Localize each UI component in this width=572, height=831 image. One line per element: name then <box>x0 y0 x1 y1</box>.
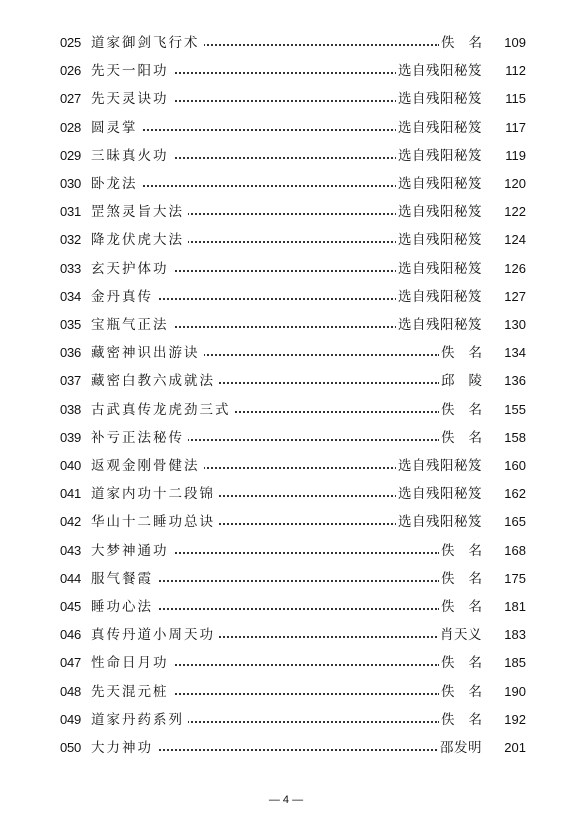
entry-author: 选自残阳秘笈 <box>398 514 482 531</box>
entry-author: 选自残阳秘笈 <box>398 91 482 108</box>
entry-number: 048 <box>60 683 82 699</box>
entry-number: 050 <box>60 740 82 755</box>
toc-entry <box>0 710 572 730</box>
toc-entry <box>0 315 572 335</box>
entry-page-number: 122 <box>504 204 526 220</box>
entry-author: 佚名 <box>441 429 496 446</box>
entry-number: 031 <box>60 204 82 220</box>
toc-entry <box>0 118 572 138</box>
entry-title: 降龙伏虎大法 <box>91 230 188 250</box>
entry-page-number: 109 <box>504 35 526 50</box>
dot-leader <box>92 129 440 131</box>
toc-entry <box>0 738 572 758</box>
entry-page-number: 165 <box>504 514 526 530</box>
toc-entry <box>0 343 572 363</box>
entry-number: 036 <box>60 345 82 361</box>
dot-leader <box>92 185 440 187</box>
toc-entry <box>0 174 572 194</box>
entry-page-number: 124 <box>504 232 526 248</box>
toc-entry <box>0 484 572 504</box>
toc-entry <box>0 259 572 279</box>
entry-number: 027 <box>60 91 82 107</box>
entry-number: 037 <box>60 373 82 389</box>
entry-title: 大梦神通功 <box>91 541 173 561</box>
toc-entry <box>0 512 572 532</box>
entry-author: 佚名 <box>441 683 496 700</box>
toc-entry <box>0 653 572 673</box>
entry-number: 029 <box>60 147 82 163</box>
entry-title: 大力神功 <box>91 738 157 758</box>
entry-title: 补亏正法秘传 <box>91 428 188 448</box>
entry-page-number: 119 <box>505 147 526 163</box>
entry-number: 047 <box>60 655 82 671</box>
entry-number: 025 <box>60 35 82 50</box>
entry-title: 道家内功十二段锦 <box>91 484 219 504</box>
entry-title: 睡功心法 <box>91 597 157 617</box>
entry-title: 道家丹药系列 <box>91 710 188 730</box>
toc-entry <box>0 569 572 589</box>
entry-number: 032 <box>60 232 82 248</box>
entry-number: 045 <box>60 599 82 614</box>
entry-title: 玄天护体功 <box>91 259 173 279</box>
entry-author: 选自残阳秘笈 <box>398 204 482 221</box>
entry-number: 026 <box>60 63 82 79</box>
toc-entry <box>0 230 572 250</box>
toc-entry <box>0 371 572 391</box>
toc-entry <box>0 146 572 166</box>
entry-title: 华山十二睡功总诀 <box>91 512 219 532</box>
entry-title: 古武真传龙虎劲三式 <box>91 400 235 420</box>
entry-title: 先天一阳功 <box>91 61 173 81</box>
entry-page-number: 158 <box>504 429 526 445</box>
entry-title: 性命日月功 <box>91 653 173 673</box>
entry-number: 040 <box>60 458 82 473</box>
entry-author: 佚名 <box>441 711 496 728</box>
entry-page-number: 120 <box>504 176 526 191</box>
entry-author: 选自残阳秘笈 <box>398 458 482 474</box>
toc-entry <box>0 287 572 307</box>
toc-entry <box>0 597 572 617</box>
toc-entry <box>0 61 572 81</box>
entry-author: 佚名 <box>441 570 496 587</box>
entry-author: 佚名 <box>441 345 496 362</box>
entry-number: 028 <box>60 119 82 135</box>
entry-author: 选自残阳秘笈 <box>398 176 482 192</box>
entry-title: 圆灵掌 <box>91 118 142 138</box>
entry-number: 030 <box>60 176 82 191</box>
entry-number: 049 <box>60 711 82 727</box>
entry-author: 选自残阳秘笈 <box>398 119 482 136</box>
entry-page-number: 201 <box>504 740 526 755</box>
entry-author: 佚名 <box>441 401 496 418</box>
toc-entry <box>0 89 572 109</box>
entry-page-number: 112 <box>505 63 526 79</box>
entry-page-number: 168 <box>504 542 526 558</box>
entry-page-number: 185 <box>504 655 526 671</box>
entry-number: 033 <box>60 260 82 276</box>
entry-author: 肖天义 <box>440 627 482 644</box>
toc-entry <box>0 682 572 702</box>
entry-page-number: 134 <box>504 345 526 361</box>
entry-author: 佚名 <box>441 655 496 672</box>
entry-title: 宝瓶气正法 <box>91 315 173 335</box>
toc-entry <box>0 456 572 476</box>
entry-page-number: 126 <box>504 260 526 276</box>
entry-author: 选自残阳秘笈 <box>398 147 482 164</box>
entry-title: 藏密白教六成就法 <box>91 371 219 391</box>
entry-author: 佚名 <box>441 542 496 559</box>
entry-title: 返观金刚骨健法 <box>91 456 204 476</box>
page-number: — 4 — <box>268 794 304 806</box>
entry-page-number: 136 <box>504 373 526 389</box>
entry-page-number: 115 <box>505 91 526 107</box>
toc-entry <box>0 541 572 561</box>
entry-number: 043 <box>60 542 82 558</box>
entry-author: 邵发明 <box>440 740 482 756</box>
entry-page-number: 130 <box>504 317 526 332</box>
entry-author: 选自残阳秘笈 <box>398 260 482 277</box>
entry-number: 038 <box>60 401 82 417</box>
entry-number: 041 <box>60 486 82 502</box>
entry-author: 选自残阳秘笈 <box>398 63 482 80</box>
entry-page-number: 155 <box>504 401 526 417</box>
entry-author: 选自残阳秘笈 <box>398 317 482 333</box>
entry-author: 佚名 <box>441 599 496 615</box>
entry-number: 044 <box>60 570 82 586</box>
toc-entry <box>0 202 572 222</box>
entry-author: 选自残阳秘笈 <box>398 232 482 249</box>
entry-page-number: 183 <box>504 627 526 643</box>
entry-author: 选自残阳秘笈 <box>398 288 482 305</box>
entry-title: 藏密神识出游诀 <box>91 343 204 363</box>
toc-entry <box>0 400 572 420</box>
toc-entry <box>0 428 572 448</box>
entry-number: 034 <box>60 288 82 304</box>
entry-page-number: 162 <box>504 486 526 502</box>
entry-title: 罡煞灵旨大法 <box>91 202 188 222</box>
entry-page-number: 127 <box>504 288 526 304</box>
entry-page-number: 190 <box>504 683 526 699</box>
entry-author: 选自残阳秘笈 <box>398 486 482 503</box>
entry-number: 035 <box>60 317 82 332</box>
entry-page-number: 175 <box>504 570 526 586</box>
entry-page-number: 117 <box>505 119 526 135</box>
entry-number: 046 <box>60 627 82 643</box>
entry-title: 卧龙法 <box>91 174 142 194</box>
entry-number: 039 <box>60 429 82 445</box>
entry-title: 先天混元桩 <box>91 682 173 702</box>
entry-title: 三昧真火功 <box>91 146 173 166</box>
toc-entry <box>0 625 572 645</box>
entry-title: 先天灵诀功 <box>91 89 173 109</box>
entry-title: 道家御剑飞行术 <box>91 33 204 53</box>
entry-title: 真传丹道小周天功 <box>91 625 219 645</box>
entry-page-number: 192 <box>504 711 526 727</box>
toc-entry <box>0 33 572 53</box>
entry-page-number: 160 <box>504 458 526 473</box>
entry-author: 佚名 <box>441 35 496 51</box>
entry-page-number: 181 <box>504 599 526 614</box>
entry-title: 服气餐霞 <box>91 569 157 589</box>
entry-author: 邱陵 <box>441 373 496 390</box>
entry-title: 金丹真传 <box>91 287 157 307</box>
entry-number: 042 <box>60 514 82 530</box>
